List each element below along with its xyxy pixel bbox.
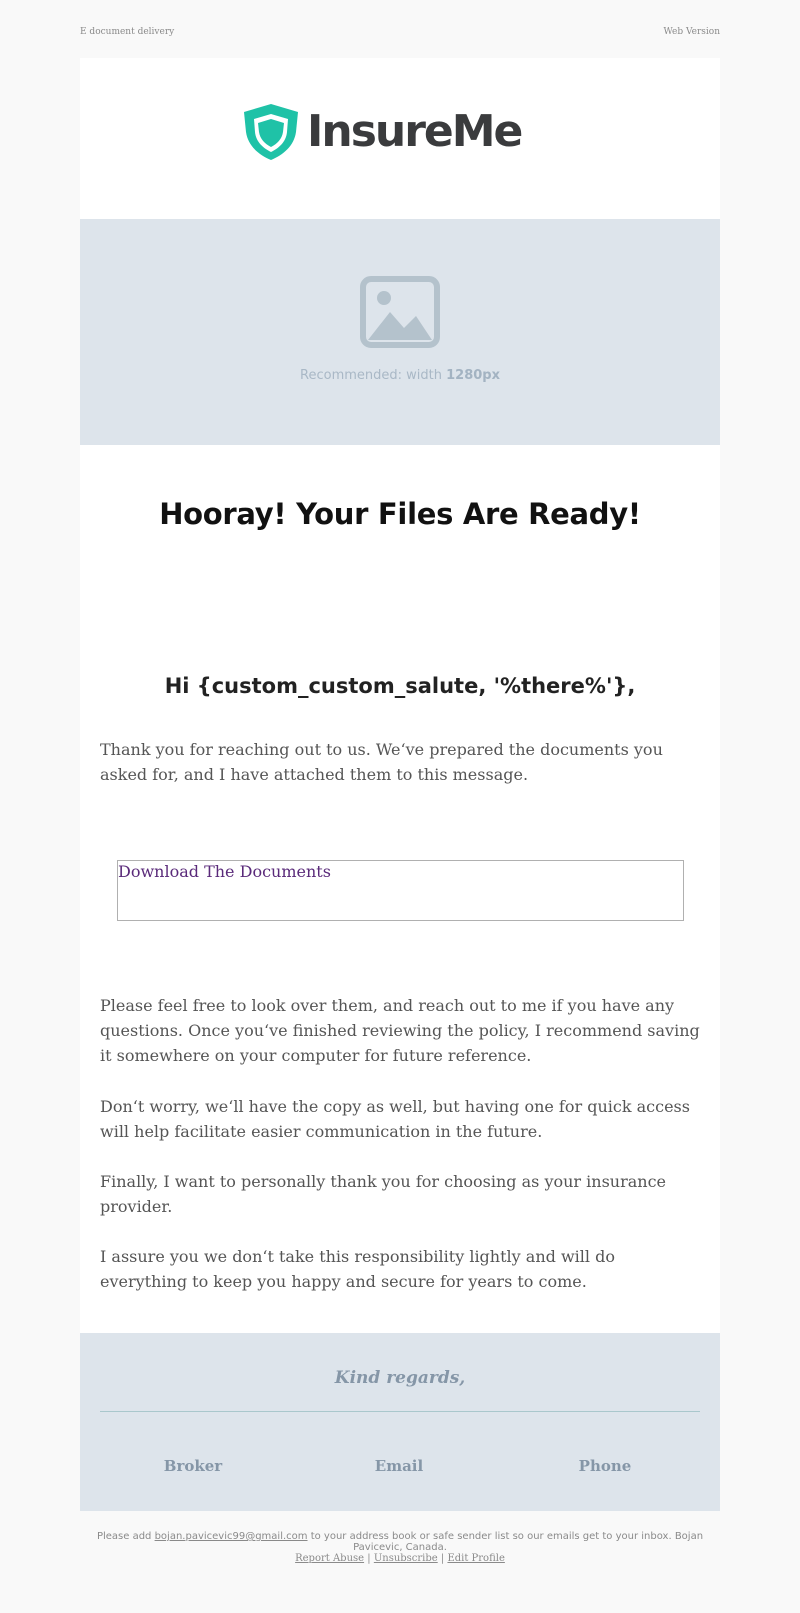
logo-section (80, 58, 720, 219)
assurance-paragraph: I assure you we don‘t take this responsibility lightly and will do everything to keep you happy and secure for years to come. (100, 1247, 615, 1291)
image-placeholder-icon (360, 276, 440, 348)
brand-name: InsureMe (307, 106, 522, 157)
signoff-section (80, 1333, 720, 1511)
safe-sender-prefix: Please add (96, 1531, 155, 1542)
report-abuse-link[interactable]: Report Abuse (295, 1553, 365, 1564)
hero-image-placeholder (80, 219, 720, 445)
hero-caption-prefix: Recommended: width (300, 368, 447, 383)
divider (100, 1411, 700, 1412)
broker-label: Broker (163, 1457, 223, 1475)
brand-logo[interactable] (241, 102, 521, 162)
intro-paragraph: Thank you for reaching out to us. We‘ve prepared the documents you asked for, and I have attached them to this message. (100, 740, 663, 784)
safe-sender-notice (80, 1531, 720, 1553)
web-version-link[interactable]: Web Version (663, 27, 720, 37)
salutation: Hi {custom_custom_salute, '%there%'}, (164, 674, 636, 698)
headline: Hooray! Your Files Are Ready! (159, 497, 641, 531)
edit-profile-link[interactable]: Edit Profile (447, 1553, 505, 1564)
thanks-paragraph: Finally, I want to personally thank you for choosing as your insurance provider. (100, 1172, 667, 1216)
hero-caption-value: 1280px (446, 368, 500, 383)
download-documents-button[interactable] (117, 860, 684, 921)
phone-label: Phone (578, 1457, 632, 1475)
email-label: Email (374, 1457, 424, 1475)
message-body (80, 445, 720, 1333)
download-documents-label[interactable]: Download The Documents (118, 862, 331, 881)
copy-paragraph: Don‘t worry, we‘ll have the copy as well, but having one for quick access will help facilitate easier communication in the future. (100, 1097, 690, 1141)
link-separator: | (440, 1553, 445, 1564)
footer-links (80, 1553, 720, 1564)
hero-caption (80, 368, 720, 383)
sender-email-link[interactable]: bojan.pavicevic99@gmail.com (154, 1531, 308, 1542)
unsubscribe-link[interactable]: Unsubscribe (373, 1553, 438, 1564)
safe-sender-suffix: to your address book or safe sender list so our emails get to your inbox. Bojan Pavicevic, Canada. (307, 1531, 704, 1553)
kind-regards: Kind regards, (334, 1368, 466, 1388)
legal-footer (80, 1531, 720, 1564)
preheader (80, 27, 720, 41)
preheader-text: E document delivery (80, 27, 175, 37)
shield-icon (241, 102, 301, 162)
link-separator: | (367, 1553, 371, 1564)
review-paragraph: Please feel free to look over them, and reach out to me if you have any questions. Once you‘ve finished reviewing the policy, I recommend saving it somewhere on your computer for future reference. (100, 996, 700, 1065)
